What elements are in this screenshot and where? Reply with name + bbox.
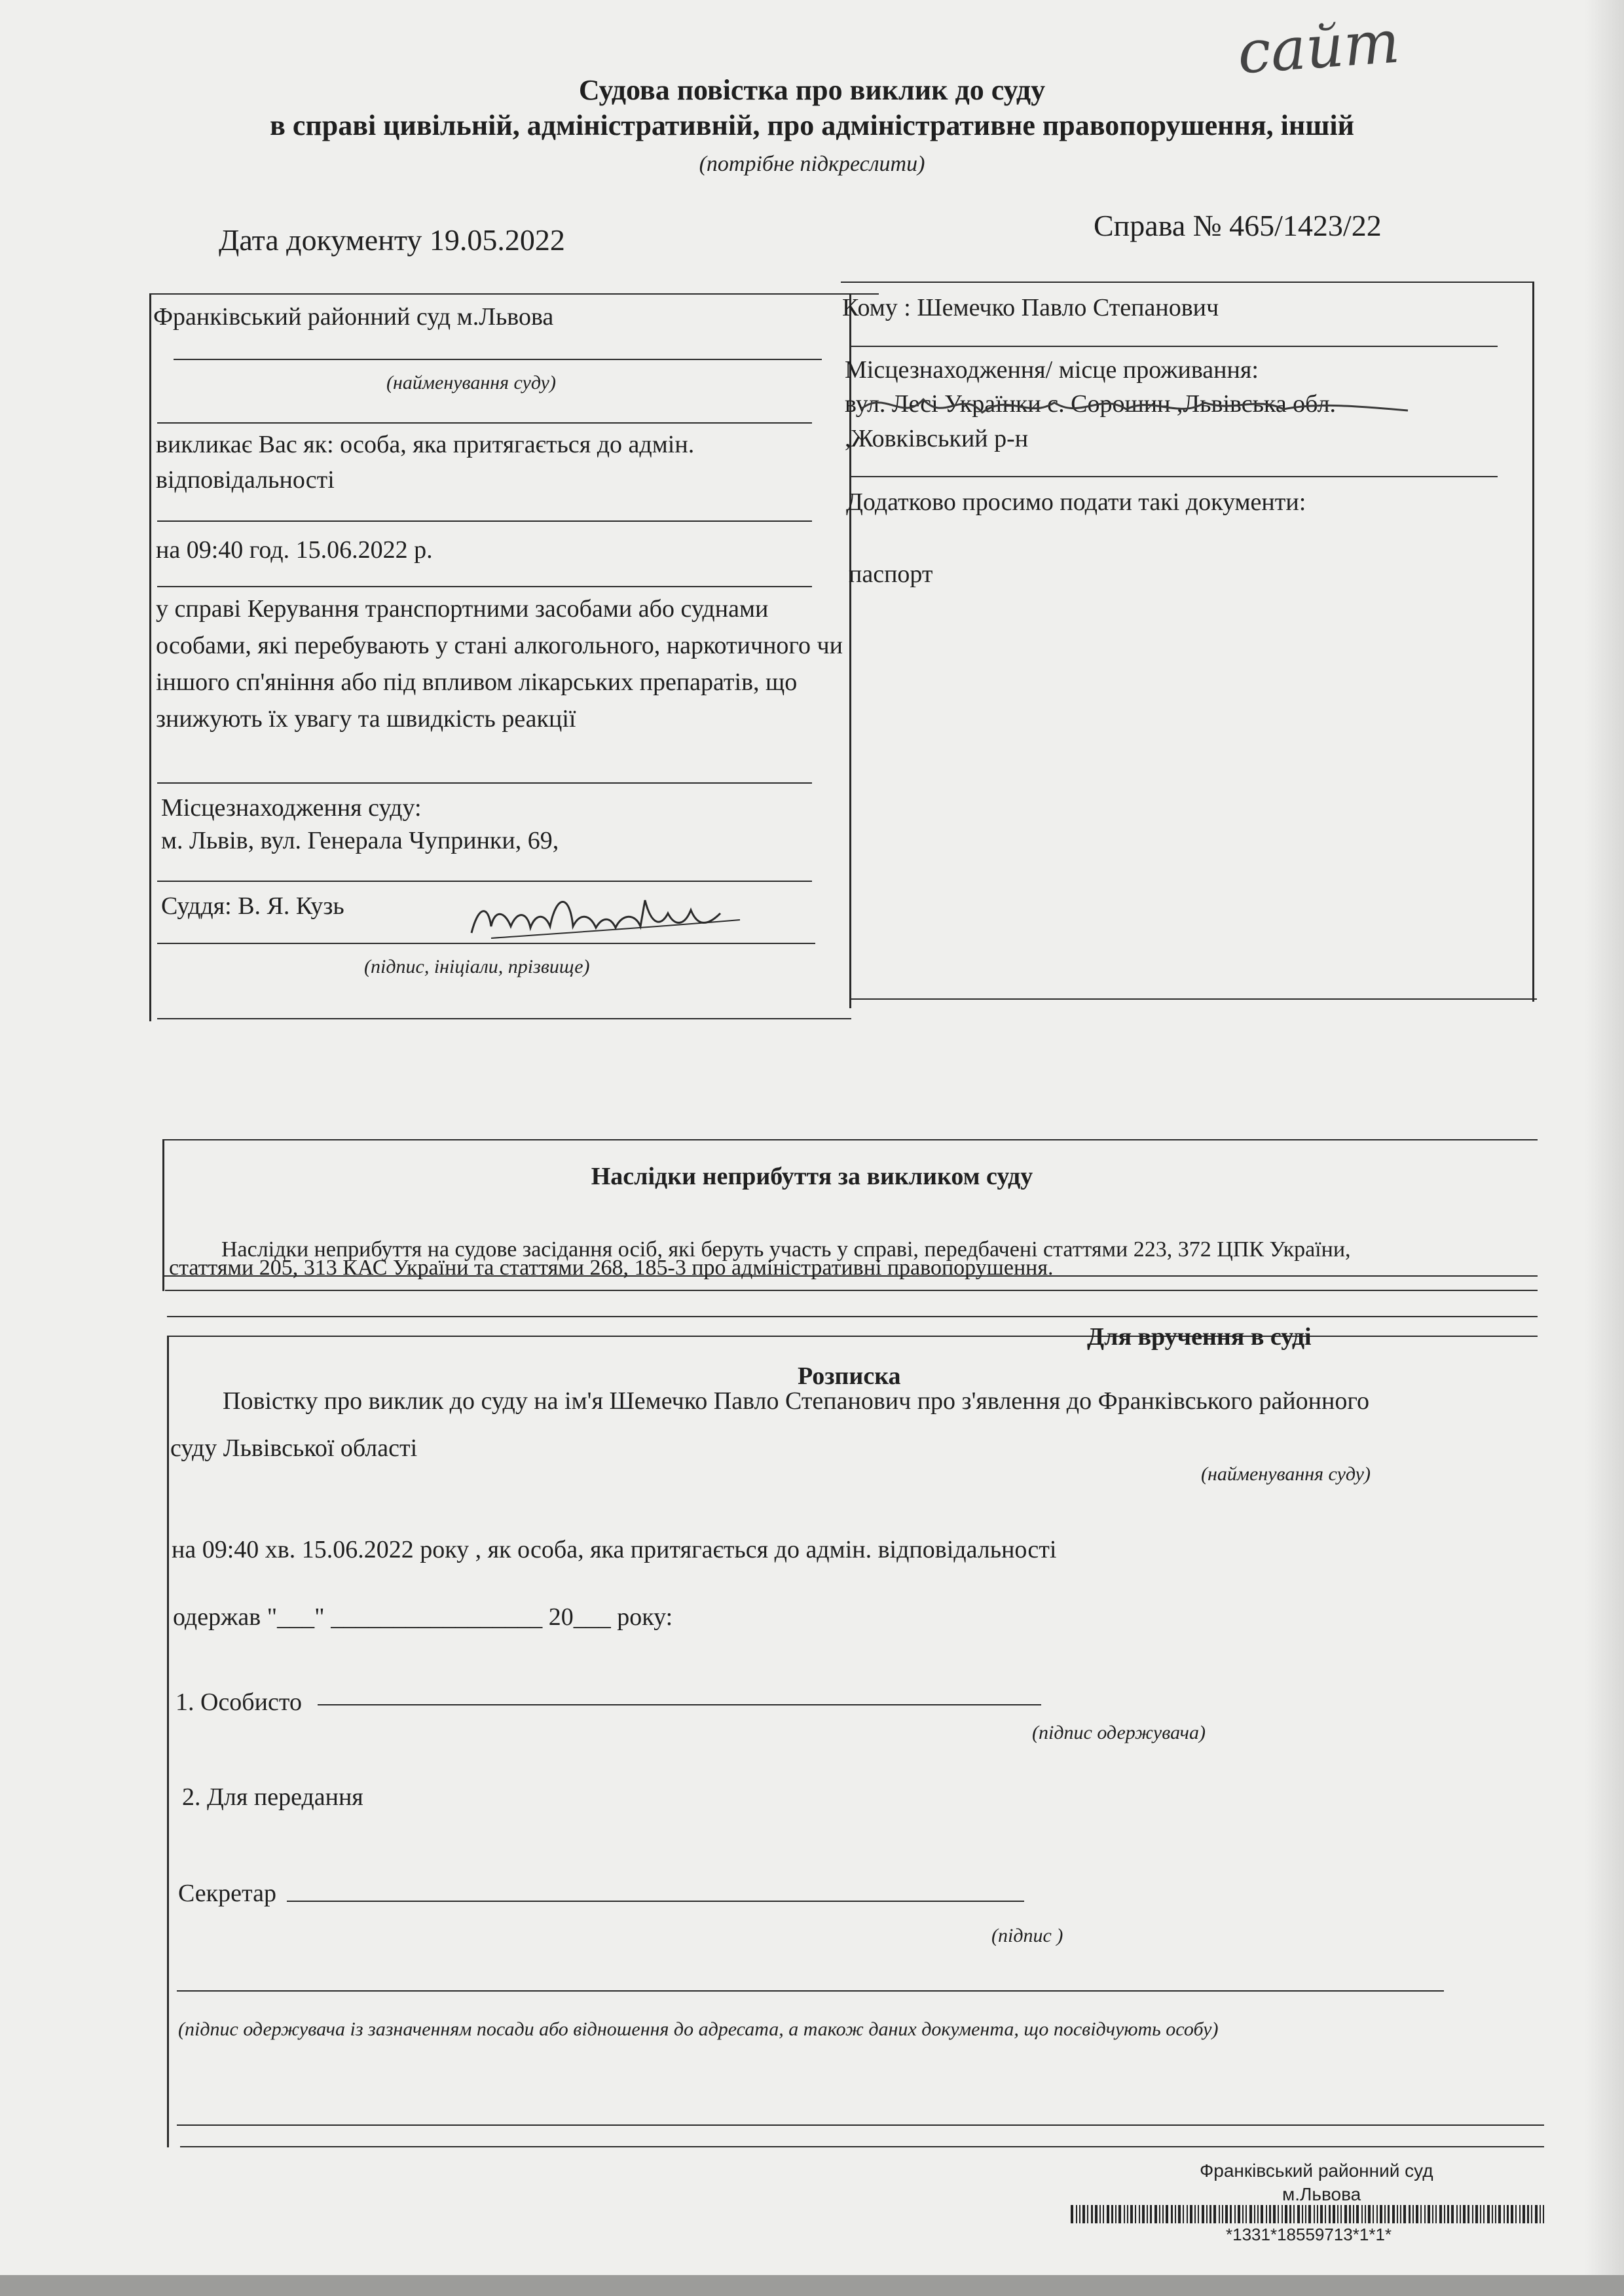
barcode-bar	[1320, 2205, 1323, 2223]
barcode-bar	[1087, 2205, 1088, 2223]
barcode-bar	[1099, 2205, 1101, 2223]
hearing-time: на 09:40 год. 15.06.2022 р.	[156, 536, 433, 564]
barcode-bar	[1213, 2205, 1216, 2223]
barcode-bar	[1540, 2205, 1541, 2223]
barcode-bar	[1515, 2205, 1517, 2223]
barcode-bar	[1353, 2205, 1354, 2223]
barcode-bar	[1543, 2205, 1544, 2223]
barcode-bar	[1071, 2205, 1073, 2223]
barcode-bar	[1225, 2205, 1228, 2223]
barcode-bar	[1178, 2205, 1181, 2223]
barcode-bar	[1103, 2205, 1104, 2223]
barcode-bar	[1246, 2205, 1247, 2223]
barcode-bar	[1498, 2205, 1501, 2223]
barcode-bar	[1171, 2205, 1173, 2223]
receipt-top-2	[167, 1336, 1538, 1337]
judge-signature-caption: (підпис, ініціали, прізвище)	[364, 956, 590, 977]
barcode-bar	[1266, 2205, 1267, 2223]
barcode-bar	[1475, 2205, 1478, 2223]
final-signature-caption: (підпис одержувача із зазначенням посади або відношення до адресата, а також даних документа, що посвідчують особу)	[178, 2018, 1219, 2040]
box-left-border	[149, 293, 151, 1021]
separator-4	[157, 782, 812, 784]
barcode-bar	[1472, 2205, 1473, 2223]
barcode-bar	[1397, 2205, 1398, 2223]
stamp-city: м.Львова	[1282, 2184, 1361, 2204]
barcode-bar	[1487, 2205, 1490, 2223]
residence-label: Місцезнаходження/ місце проживання:	[845, 356, 1259, 384]
barcode-bar	[1504, 2205, 1505, 2223]
barcode-bar	[1159, 2205, 1160, 2223]
barcode-bar	[1519, 2205, 1521, 2223]
barcode-bar	[1194, 2205, 1196, 2223]
barcode-bar	[1447, 2205, 1449, 2223]
barcode-bar	[1527, 2205, 1529, 2223]
address-scribble	[858, 383, 1421, 429]
barcode-bar	[1305, 2205, 1306, 2223]
barcode-bar	[1209, 2205, 1211, 2223]
judge-signature	[465, 887, 753, 946]
barcode-bar	[1388, 2205, 1390, 2223]
barcode-bar	[1261, 2205, 1263, 2223]
barcode-bar	[1384, 2205, 1386, 2223]
barcode-bar	[1456, 2205, 1458, 2223]
barcode-bar	[1187, 2205, 1188, 2223]
secretary-label: Секретар	[178, 1880, 276, 1907]
barcode-bar	[1531, 2205, 1532, 2223]
barcode-bar	[1400, 2205, 1401, 2223]
extra-docs-label: Додатково просимо подати такі документи:	[846, 488, 1306, 516]
receipt-line2: суду Львівської області	[170, 1434, 418, 1462]
barcode-bar	[1249, 2205, 1252, 2223]
separator-5	[157, 881, 812, 882]
barcode-bar	[1368, 2205, 1371, 2223]
barcode-bar	[1139, 2205, 1140, 2223]
barcode-bar	[1293, 2205, 1295, 2223]
extra-docs-value: паспорт	[849, 560, 933, 588]
barcode-bar	[1198, 2205, 1199, 2223]
barcode-bar	[1535, 2205, 1538, 2223]
barcode-bar	[1380, 2205, 1382, 2223]
barcode-bar	[1130, 2205, 1133, 2223]
barcode-bar	[1162, 2205, 1164, 2223]
barcode-bar	[1190, 2205, 1192, 2223]
court-name-line	[174, 359, 822, 360]
box-top-left	[149, 293, 879, 295]
barcode-bar	[1278, 2205, 1279, 2223]
barcode-bar	[1376, 2205, 1378, 2223]
barcode-bar	[1432, 2205, 1433, 2223]
barcode-bar	[1460, 2205, 1461, 2223]
barcode-bar	[1333, 2205, 1335, 2223]
document-title: Судова повістка про виклик до суду	[578, 74, 1046, 106]
separator-2	[157, 520, 812, 522]
received-date: одержав "___" _________________ 20___ року:	[173, 1603, 673, 1631]
barcode-bar	[1257, 2205, 1259, 2223]
box-top-right	[841, 282, 1534, 283]
barcode-bar	[1238, 2205, 1240, 2223]
barcode-bar	[1444, 2205, 1445, 2223]
signature-line	[157, 943, 815, 944]
scan-edge	[1585, 0, 1624, 2296]
barcode-bar	[1222, 2205, 1223, 2223]
barcode-number: *1331*18559713*1*1*	[1226, 2225, 1392, 2244]
barcode-bar	[1297, 2205, 1300, 2223]
judge-name: Суддя: В. Я. Кузь	[161, 892, 344, 920]
barcode-bar	[1127, 2205, 1128, 2223]
receipt-bottom-2	[180, 2146, 1544, 2147]
barcode-bar	[1234, 2205, 1236, 2223]
receipt-left	[167, 1336, 169, 2147]
barcode-bar	[1463, 2205, 1466, 2223]
barcode-bar	[1467, 2205, 1469, 2223]
residence-line2: ,Жовківський р-н	[845, 425, 1029, 452]
receipt-line1: Повістку про виклик до суду на ім'я Шемечко Павло Степанович про з'явлення до Франківського районного	[223, 1387, 1369, 1415]
separator-1	[157, 422, 812, 424]
barcode-bar	[1480, 2205, 1481, 2223]
consequences-title: Наслідки неприбуття за викликом суду	[591, 1163, 1033, 1190]
final-signature-line[interactable]	[177, 1990, 1444, 1992]
underline-hint: (потрібне підкреслити)	[699, 152, 925, 176]
secretary-signature-caption: (підпис )	[991, 1925, 1063, 1946]
court-name: Франківський районний суд м.Львова	[153, 303, 554, 331]
barcode-bar	[1175, 2205, 1176, 2223]
barcode-bar	[1118, 2205, 1121, 2223]
barcode-bar	[1135, 2205, 1136, 2223]
barcode-bar	[1314, 2205, 1315, 2223]
barcode-bar	[1349, 2205, 1351, 2223]
barcode-bar	[1492, 2205, 1493, 2223]
court-location: м. Львів, вул. Генерала Чупринки, 69,	[161, 827, 559, 854]
barcode-bar	[1428, 2205, 1430, 2223]
for-court-label: Для вручення в суді	[1087, 1323, 1312, 1351]
barcode-bar	[1424, 2205, 1426, 2223]
barcode-bar	[1150, 2205, 1152, 2223]
consequences-text-line1: Наслідки неприбуття на судове засідання осіб, які беруть участь у справі, передбачені статтями 223, 372 ЦПК України,	[221, 1237, 1351, 1262]
barcode-bar	[1219, 2205, 1220, 2223]
barcode-bar	[1242, 2205, 1244, 2223]
barcode-bar	[1412, 2205, 1414, 2223]
barcode-bar	[1317, 2205, 1318, 2223]
barcode-bar	[1340, 2205, 1342, 2223]
separator-3	[157, 586, 812, 587]
barcode-bar	[1111, 2205, 1113, 2223]
box-right-border	[1532, 282, 1534, 1002]
case-number: Справа № 465/1423/22	[1094, 209, 1382, 242]
barcode-bar	[1289, 2205, 1291, 2223]
receipt-bottom	[177, 2124, 1544, 2126]
barcode-bar	[1124, 2205, 1125, 2223]
barcode-bar	[1416, 2205, 1418, 2223]
barcode-bar	[1392, 2205, 1395, 2223]
secretary-signature-line[interactable]	[287, 1901, 1024, 1902]
case-subject: у справі Керування транспортними засобами або суднами особами, які перебувають у стані алкогольного, наркотичного чи іншого сп'яніння або під впливом лікарських препаратів, що знижують їх увагу та швидкість реакції	[156, 595, 843, 733]
barcode-bar	[1282, 2205, 1283, 2223]
barcode-bar	[1329, 2205, 1331, 2223]
barcode-bar	[1147, 2205, 1148, 2223]
receipt-title: Розписка	[798, 1362, 901, 1390]
barcode-bar	[1230, 2205, 1232, 2223]
barcode-bar	[1507, 2205, 1509, 2223]
barcode-bar	[1166, 2205, 1168, 2223]
barcode-bar	[1206, 2205, 1208, 2223]
recipient-signature-caption: (підпис одержувача)	[1032, 1722, 1206, 1743]
barcode-bar	[1325, 2205, 1326, 2223]
box-bottom-left	[157, 1018, 851, 1019]
consequences-top	[162, 1139, 1538, 1140]
barcode-bar	[1183, 2205, 1184, 2223]
barcode-bar	[1511, 2205, 1513, 2223]
barcode-bar	[1308, 2205, 1311, 2223]
consequences-bottom-2	[165, 1290, 1538, 1291]
recipient-line	[849, 346, 1498, 347]
barcode-bar	[1142, 2205, 1145, 2223]
document-subtitle: в справі цивільній, адміністративній, про адміністративне правопорушення, іншій	[270, 109, 1354, 141]
barcode-bar	[1285, 2205, 1287, 2223]
barcode-bar	[1409, 2205, 1411, 2223]
barcode-bar	[1269, 2205, 1271, 2223]
barcode-bar	[1115, 2205, 1116, 2223]
barcode-bar	[1522, 2205, 1525, 2223]
box-bottom-right	[849, 998, 1537, 1000]
barcode-bar	[1373, 2205, 1374, 2223]
barcode-bar	[1091, 2205, 1093, 2223]
barcode-bar	[1202, 2205, 1204, 2223]
residence-line1: вул. Лесі Українки с. Соpошин ,Львівська обл.	[845, 390, 1337, 418]
barcode-bar	[1079, 2205, 1080, 2223]
barcode-bar	[1154, 2205, 1157, 2223]
barcode-bar	[1107, 2205, 1109, 2223]
barcode	[1071, 2205, 1549, 2225]
corner-handwriting: сайт	[1235, 7, 1402, 88]
item-personally: 1. Особисто	[175, 1688, 302, 1716]
court-name-caption: (найменування суду)	[386, 372, 556, 393]
scan-bottom-edge	[0, 2275, 1624, 2296]
barcode-bar	[1403, 2205, 1406, 2223]
consequences-text-line2: статтями 205, 313 КАС України та статтями 268, 185-3 про адміністративні правопорушення.	[169, 1256, 1054, 1280]
barcode-bar	[1495, 2205, 1496, 2223]
stamp-court-name: Франківський районний суд	[1200, 2160, 1433, 2181]
barcode-bar	[1356, 2205, 1359, 2223]
court-location-label: Місцезнаходження суду:	[161, 794, 422, 822]
residence-line	[849, 476, 1498, 477]
barcode-bar	[1451, 2205, 1454, 2223]
receipt-time-line: на 09:40 хв. 15.06.2022 року , як особа, яка притягається до адмін. відповідальності	[172, 1536, 1057, 1563]
barcode-bar	[1337, 2205, 1338, 2223]
recipient: Кому : Шемечко Павло Степанович	[842, 294, 1219, 321]
barcode-bar	[1420, 2205, 1422, 2223]
document-date: Дата документу 19.05.2022	[219, 223, 565, 257]
summons-as: викликає Вас як: особа, яка притягається до адмін. відповідальності	[156, 431, 695, 494]
barcode-bar	[1273, 2205, 1276, 2223]
barcode-bar	[1254, 2205, 1255, 2223]
barcode-bar	[1439, 2205, 1442, 2223]
barcode-bar	[1344, 2205, 1347, 2223]
receipt-court-caption: (найменування суду)	[1201, 1463, 1371, 1485]
personally-signature-line[interactable]	[318, 1704, 1041, 1705]
barcode-bar	[1082, 2205, 1085, 2223]
barcode-bar	[1365, 2205, 1366, 2223]
barcode-bar	[1361, 2205, 1363, 2223]
barcode-bar	[1435, 2205, 1437, 2223]
barcode-bar	[1095, 2205, 1098, 2223]
barcode-bar	[1076, 2205, 1077, 2223]
barcode-bar	[1302, 2205, 1303, 2223]
receipt-top	[167, 1316, 1538, 1317]
barcode-bar	[1483, 2205, 1485, 2223]
item-for-transfer: 2. Для передання	[182, 1783, 363, 1811]
